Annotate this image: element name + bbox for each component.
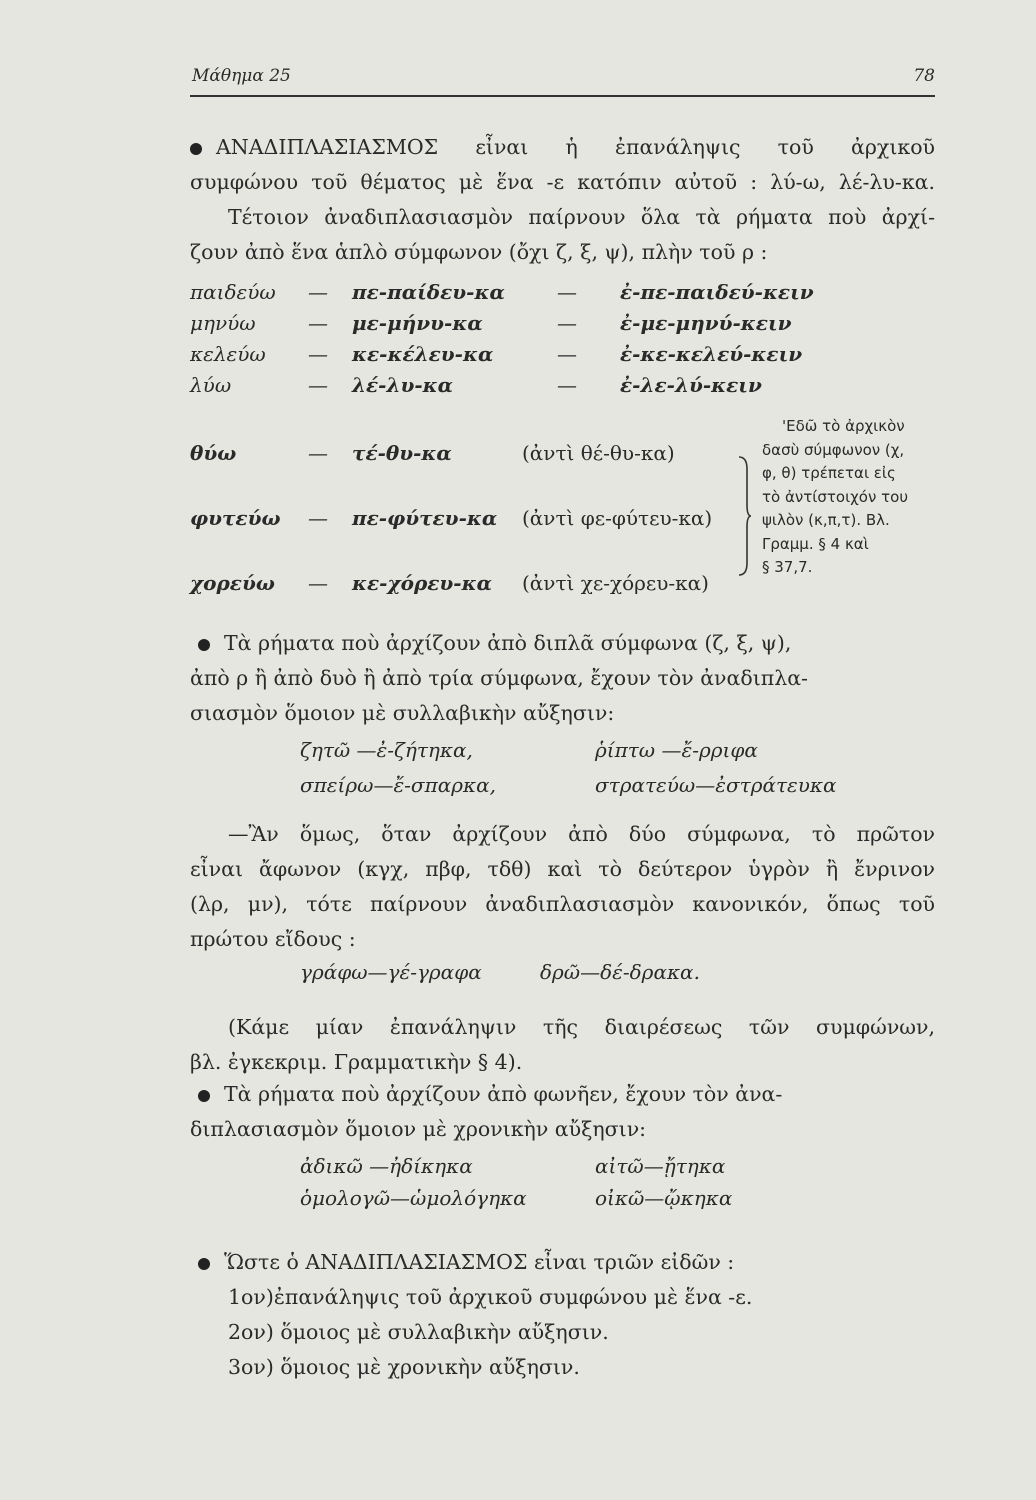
table-row: μηνύω — με-μήνυ-κα — ἐ-με-μηνύ-κειν — [190, 310, 792, 335]
summary-item: 2ον) ὅμοιος μὲ συλλαβικὴν αὔξησιν. — [228, 1320, 609, 1344]
bullet-icon — [198, 1090, 210, 1102]
table-row: χορεύω — κε-χόρευ-κα (ἀντὶ χε-χόρευ-κα) — [190, 571, 709, 595]
definition-paragraph — [190, 130, 935, 270]
example-pair: στρατεύω—ἐστράτευκα — [595, 773, 837, 797]
example-pair: οἰκῶ—ᾤκηκα — [595, 1186, 733, 1210]
example-pair: δρῶ—δέ-δρακα. — [540, 960, 700, 984]
summary-item: 3ον) ὅμοιος μὲ χρονικὴν αὔξησιν. — [228, 1355, 580, 1379]
example-pair: ἀδικῶ —ἠδίκηκα — [300, 1154, 473, 1178]
table-row: φυτεύω — πε-φύτευ-κα (ἀντὶ φε-φύτευ-κα) — [190, 506, 713, 530]
summary-item: 1ον)ἐπανάληψις τοῦ ἀρχικοῦ συμφώνου μὲ ἕνα -ε. — [228, 1285, 753, 1309]
paragraph-line: (λρ, μν), τότε παίρνουν ἀναδιπλασιασμὸν κανονικόν, ὅπως τοῦ — [190, 892, 935, 916]
page-number: 78 — [913, 66, 935, 86]
paragraph-line: σιασμὸν ὅμοιον μὲ συλλαβικὴν αὔξησιν: — [190, 701, 615, 725]
paragraph-line: ζουν ἀπὸ ἕνα ἁπλὸ σύμφωνον (ὄχι ζ, ξ, ψ), πλὴν τοῦ ρ : — [190, 240, 768, 264]
lesson-title: Μάθημα 25 — [192, 66, 291, 86]
bullet-icon — [190, 143, 202, 155]
paragraph-line: —Ἂν ὅμως, ὅταν ἀρχίζουν ἀπὸ δύο σύμφωνα, τὸ πρῶτον — [228, 822, 935, 846]
paragraph-line: Τέτοιον ἀναδιπλασιασμὸν παίρνουν ὅλα τὰ ρήματα ποὺ ἀρχί- — [228, 205, 935, 229]
vowel-paragraph — [190, 1077, 935, 1147]
example-pair: ῥίπτω —ἔ-ρριφα — [595, 738, 758, 762]
example-pair: αἰτῶ—ᾔτηκα — [595, 1154, 726, 1178]
paragraph-line: διπλασιασμὸν ὅμοιον μὲ χρονικὴν αὔξησιν: — [190, 1117, 647, 1141]
mute-liquid-paragraph — [190, 817, 935, 957]
example-pair: ζητῶ —ἐ-ζήτηκα, — [300, 738, 473, 762]
paragraph-line: βλ. ἐγκεκριμ. Γραμματικὴν § 4). — [190, 1050, 523, 1074]
paragraph-line: ἀπὸ ρ ἢ ἀπὸ δυὸ ἢ ἀπὸ τρία σύμφωνα, ἔχουν τὸν ἀναδιπλα- — [190, 666, 808, 690]
paragraph-line: πρώτου εἴδους : — [190, 927, 356, 951]
paragraph-line: εἶναι ἄφωνον (κγχ, πβφ, τδθ) καὶ τὸ δεύτερον ὑγρὸν ἢ ἔνρινον — [190, 857, 935, 881]
header-rule — [190, 95, 935, 97]
example-pair: ὁμολογῶ—ὡμολόγηκα — [300, 1186, 527, 1210]
table-row: κελεύω — κε-κέλευ-κα — ἐ-κε-κελεύ-κειν — [190, 341, 803, 366]
bullet-icon — [198, 639, 210, 651]
paragraph-line: Τὰ ρήματα ποὺ ἀρχίζουν ἀπὸ διπλᾶ σύμφωνα (ζ, ξ, ψ), — [190, 626, 935, 661]
bullet-icon — [198, 1258, 210, 1270]
paragraph-line: (Κάμε μίαν ἐπανάληψιν τῆς διαιρέσεως τῶν συμφώνων, — [228, 1015, 935, 1039]
table-row: θύω — τέ-θυ-κα (ἀντὶ θέ-θυ-κα) — [190, 441, 675, 465]
paragraph-line: συμφώνου τοῦ θέματος μὲ ἕνα -ε κατόπιν αὐτοῦ : λύ-ω, λέ-λυ-κα. — [190, 170, 935, 194]
double-consonant-paragraph — [190, 626, 935, 731]
example-pair: γράφω—γέ-γραφα — [300, 960, 482, 984]
aspirate-table — [190, 433, 712, 603]
brace-icon — [737, 455, 751, 577]
paragraph-line: Τὰ ρήματα ποὺ ἀρχίζουν ἀπὸ φωνῆεν, ἔχουν τὸν ἀνα- — [190, 1077, 935, 1112]
side-note: 'Εδῶ τὸ ἀρχικὸν δασὺ σύμφωνον (χ, φ, θ) τρέπεται εἰς τὸ ἀντίστοιχόν του ψιλὸν (κ,π,τ). Βλ. Γραμμ. § 4 καὶ § 37,7. — [762, 417, 909, 576]
table-row: λύω — λέ-λυ-κα — ἐ-λε-λύ-κειν — [190, 372, 762, 397]
review-paragraph — [190, 1010, 935, 1080]
page-header — [190, 66, 935, 96]
table-row: παιδεύω — πε-παίδευ-κα — ἐ-πε-παιδεύ-κειν — [190, 279, 814, 304]
paragraph-line: ΑΝΑΔΙΠΛΑΣΙΑΣΜΟΣ εἶναι ἡ ἐπανάληψις τοῦ ἀρχικοῦ — [190, 130, 935, 165]
summary-paragraph — [190, 1245, 935, 1385]
reduplication-table — [190, 276, 814, 400]
paragraph-line: Ὥστε ὁ ΑΝΑΔΙΠΛΑΣΙΑΣΜΟΣ εἶναι τριῶν εἰδῶν : — [190, 1245, 935, 1280]
example-pair: σπείρω—ἔ-σπαρκα, — [300, 773, 496, 797]
